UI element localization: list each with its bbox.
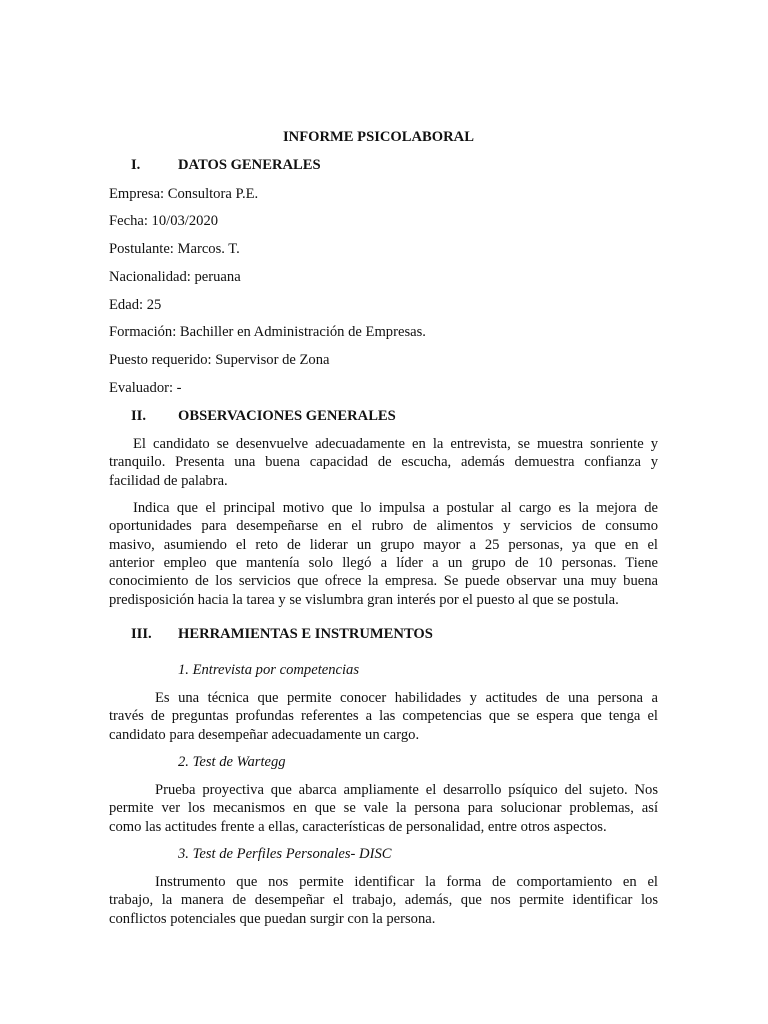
section-1-number: I. — [131, 157, 141, 173]
observations-para2-line1: Indica que el principal motivo que lo impulsa a postular al cargo es la mejora de — [133, 500, 658, 516]
tool-3-title: 3. Test de Perfiles Personales- DISC — [178, 846, 392, 862]
observations-para2-line2: oportunidades para desempeñarse en el rubro de alimentos y servicios de consumo — [109, 518, 658, 534]
field-evaluador: Evaluador: - — [109, 380, 182, 396]
field-puesto: Puesto requerido: Supervisor de Zona — [109, 352, 330, 368]
section-2-heading: OBSERVACIONES GENERALES — [178, 408, 396, 424]
field-postulante: Postulante: Marcos. T. — [109, 241, 240, 257]
field-edad: Edad: 25 — [109, 297, 162, 313]
document-title: INFORME PSICOLABORAL — [283, 129, 474, 145]
field-nacionalidad: Nacionalidad: peruana — [109, 269, 241, 285]
tool-1-line1: Es una técnica que permite conocer habilidades y actitudes de una persona a — [155, 690, 658, 706]
tool-2-title: 2. Test de Wartegg — [178, 754, 286, 770]
tool-1-line3: candidato para desempeñar adecuadamente un cargo. — [109, 727, 420, 743]
field-empresa: Empresa: Consultora P.E. — [109, 186, 259, 202]
tool-3-line1: Instrumento que nos permite identificar la forma de comportamiento en el — [155, 874, 658, 890]
section-3-heading: HERRAMIENTAS E INSTRUMENTOS — [178, 626, 433, 642]
observations-para2-line4: anterior empleo que mantenía solo llegó a líder a un grupo de 10 personas. Tiene — [109, 555, 658, 571]
tool-3-line2: trabajo, la manera de desempeñar el trabajo, además, que nos permite identificar los — [109, 892, 658, 908]
tool-2-line2: permite ver los mecanismos en que se vale la persona para solucionar problemas, así — [109, 800, 658, 816]
observations-para2-line3: masivo, asumiendo el reto de liderar un grupo mayor a 25 personas, ya que en el — [109, 537, 658, 553]
tool-2-line1: Prueba proyectiva que abarca ampliamente el desarrollo psíquico del sujeto. Nos — [155, 782, 658, 798]
tool-1-title: 1. Entrevista por competencias — [178, 662, 360, 678]
observations-para1-line1: El candidato se desenvuelve adecuadamente en la entrevista, se muestra sonriente y — [133, 436, 658, 452]
field-formacion: Formación: Bachiller en Administración de Empresas. — [109, 324, 426, 340]
section-3-number: III. — [131, 626, 152, 642]
tool-3-line3: conflictos potenciales que puedan surgir con la persona. — [109, 911, 436, 927]
section-2-number: II. — [131, 408, 147, 424]
tool-1-line2: través de preguntas profundas referentes a las competencias que se espera que tenga el — [109, 708, 658, 724]
tool-2-line3: como las actitudes frente a ellas, características de personalidad, entre otros aspectos. — [109, 819, 607, 835]
field-fecha: Fecha: 10/03/2020 — [109, 213, 219, 229]
section-1-heading: DATOS GENERALES — [178, 157, 321, 173]
observations-para1-line2: tranquilo. Presenta una buena capacidad de escucha, además demuestra confianza y — [109, 454, 658, 470]
observations-para2-line6: predisposición hacia la tarea y se vislumbra gran interés por el puesto al que se postula. — [109, 592, 619, 608]
observations-para2-line5: conocimiento de los servicios que ofrece la empresa. Se puede observar una muy buena — [109, 573, 658, 589]
observations-para1-line3: facilidad de palabra. — [109, 473, 228, 489]
